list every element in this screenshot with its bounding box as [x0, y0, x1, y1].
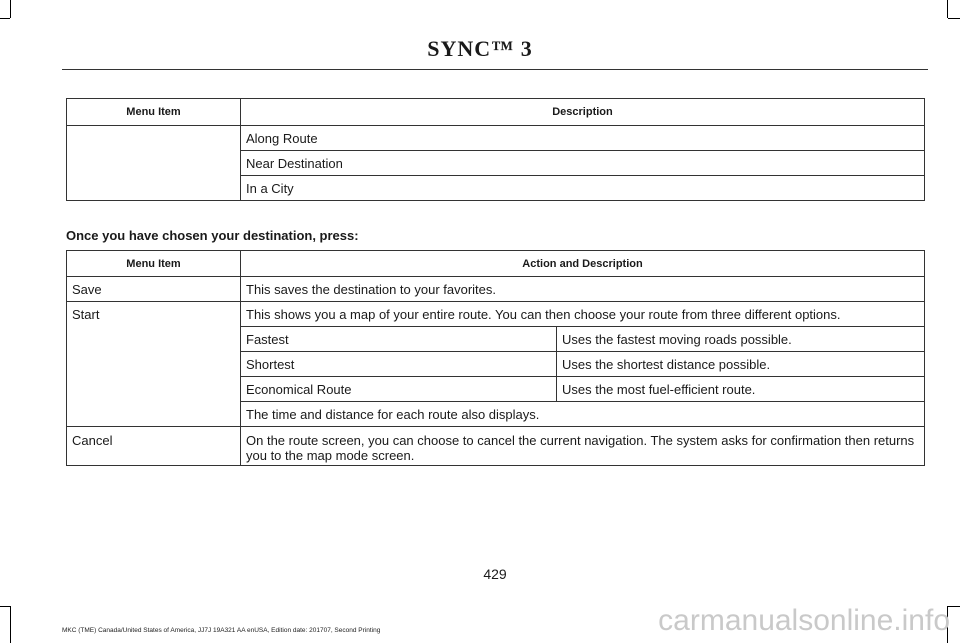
page-header-title: SYNC™ 3: [427, 36, 533, 61]
route-option-name: Shortest: [241, 352, 557, 377]
header-rule: [62, 69, 928, 70]
save-description: This saves the destination to your favorites.: [241, 277, 925, 302]
start-description: This shows you a map of your entire route. You can then choose your route from three different options.: [241, 302, 925, 327]
table-row-save: [67, 277, 925, 302]
route-option-description: Uses the fastest moving roads possible.: [557, 327, 925, 352]
table-cell: Along Route: [241, 126, 925, 151]
column-header-action-description: Action and Description: [241, 251, 925, 277]
menu-item-save: Save: [67, 277, 241, 302]
crop-mark: [0, 18, 10, 19]
table-cell: Near Destination: [241, 151, 925, 176]
destination-options-table: [66, 98, 925, 201]
crop-mark: [948, 18, 960, 19]
table-row-cancel: [67, 427, 925, 466]
column-header-menu-item: Menu Item: [67, 251, 241, 277]
intro-text: Once you have chosen your destination, press:: [66, 228, 359, 243]
route-option-name: Economical Route: [241, 377, 557, 402]
cancel-description: On the route screen, you can choose to cancel the current navigation. The system asks for confirmation then returns you to the map mode screen.: [241, 427, 925, 466]
route-option-description: Uses the shortest distance possible.: [557, 352, 925, 377]
crop-mark: [10, 0, 11, 18]
table-row-start: [67, 302, 925, 327]
destination-actions-table: [66, 250, 925, 466]
empty-menu-cell: [67, 126, 241, 201]
footer-edition-text: MKC (TME) Canada/United States of America, JJ7J 19A321 AA enUSA, Edition date: 201707, Second Printing: [62, 627, 381, 634]
menu-item-cancel: Cancel: [67, 427, 241, 466]
crop-mark: [947, 0, 948, 18]
menu-item-start: Start: [67, 302, 241, 427]
route-option-description: Uses the most fuel-efficient route.: [557, 377, 925, 402]
table-row: [67, 126, 925, 151]
column-header-menu-item: Menu Item: [67, 99, 241, 126]
page-number: 429: [483, 566, 507, 582]
route-option-name: Fastest: [241, 327, 557, 352]
column-header-description: Description: [241, 99, 925, 126]
route-note: The time and distance for each route also displays.: [241, 402, 925, 427]
watermark: carmanualsonline.info: [658, 604, 950, 637]
table-cell: In a City: [241, 176, 925, 201]
crop-mark: [10, 606, 11, 643]
crop-mark: [0, 606, 10, 607]
